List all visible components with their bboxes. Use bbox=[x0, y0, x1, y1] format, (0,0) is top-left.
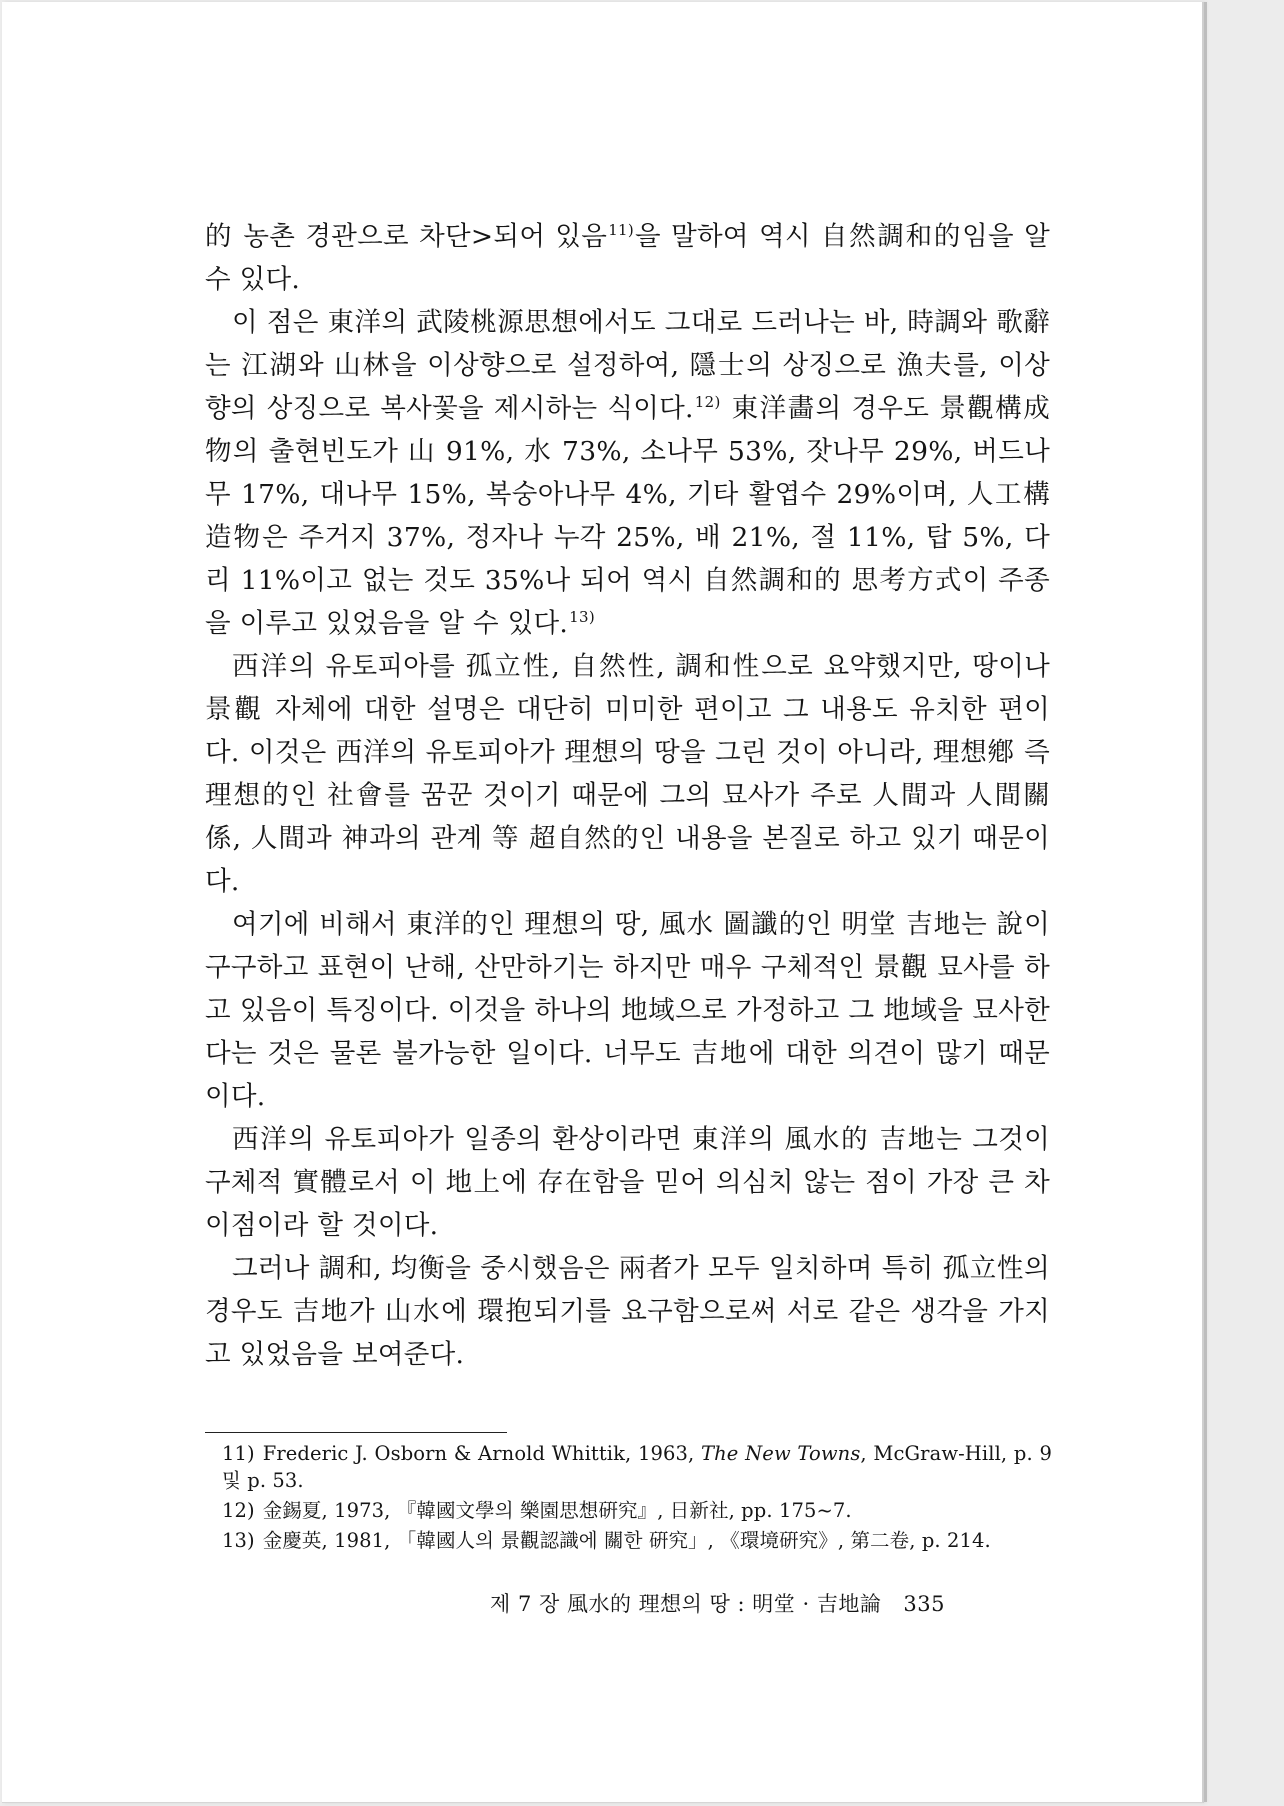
paragraph bbox=[205, 903, 1050, 1118]
footnote bbox=[222, 1497, 1052, 1524]
footer-chapter-title: 제 7 장 風水的 理想의 땅 : 明堂 · 吉地論 bbox=[490, 1592, 882, 1616]
footnote-text: 金錫夏, 1973, 『韓國文學의 樂園思想硏究』, 日新社, pp. 175~7. bbox=[262, 1499, 852, 1522]
footnote-reference: 11) bbox=[608, 221, 635, 240]
paragraph-text: 을 말하여 역시 自然調和的임을 알 수 있다. bbox=[205, 221, 1050, 295]
paragraph bbox=[205, 301, 1050, 645]
paragraph-text: 的 농촌 경관으로 차단>되어 있음 bbox=[205, 221, 608, 252]
footnotes bbox=[222, 1440, 1052, 1557]
running-footer bbox=[490, 1588, 1050, 1618]
paragraph-text: 이 점은 東洋의 武陵桃源思想에서도 그대로 드러나는 바, 時調와 歌辭는 江湖와 山林을 이상향으로 설정하여, 隱士의 상징으로 漁夫를, 이상향의 상징으로 복사꽃을 제시하는 식이다. bbox=[205, 307, 1050, 424]
footnote-reference: 12) bbox=[694, 393, 721, 412]
body-text bbox=[205, 215, 1050, 1376]
page-edge-shadow bbox=[1204, 2, 1207, 1802]
paragraph bbox=[205, 215, 1050, 301]
footnote-number: 13) bbox=[222, 1529, 255, 1552]
paragraph-text: 東洋畵의 경우도 景觀構成物의 출현빈도가 山 91%, 水 73%, 소나무 53%, 잣나무 29%, 버드나무 17%, 대나무 15%, 복숭아나무 4%, 기타 활엽수 29%이며, 人工構造物은 주거지 37%, 정자나 누각 25%, 배 21%, 절 11%, 탑 5%, 다리 11%이고 없는 것도 35%나 되어 역시 自然調和的 思考方式이 주종을 이루고 있었음을 알 수 있다. bbox=[205, 393, 1050, 639]
paragraph-text: 그러나 調和, 均衡을 중시했음은 兩者가 모두 일치하며 특히 孤立性의 경우도 吉地가 山水에 環抱되기를 요구함으로써 서로 같은 생각을 가지고 있었음을 보여준다. bbox=[205, 1253, 1050, 1370]
paragraph bbox=[205, 645, 1050, 903]
footnote-number: 11) bbox=[222, 1442, 255, 1465]
paragraph-text: 西洋의 유토피아가 일종의 환상이라면 東洋의 風水的 吉地는 그것이 구체적 實體로서 이 地上에 存在함을 믿어 의심치 않는 점이 가장 큰 차이점이라 할 것이다. bbox=[205, 1124, 1050, 1241]
footnote-title: The New Towns bbox=[701, 1442, 861, 1465]
footnote bbox=[222, 1440, 1052, 1494]
footnote-text: Frederic J. Osborn & Arnold Whittik, 1963, bbox=[262, 1442, 702, 1465]
page-number: 335 bbox=[903, 1592, 945, 1616]
footnote-reference: 13) bbox=[569, 608, 595, 627]
footnote bbox=[222, 1527, 1052, 1554]
paragraph bbox=[205, 1118, 1050, 1247]
footnote-text: 金慶英, 1981, 「韓國人의 景觀認識에 關한 硏究」, 《環境硏究》, 第二卷, p. 214. bbox=[262, 1529, 991, 1552]
footnote-text: , McGraw-Hill, p. 9 및 p. 53. bbox=[222, 1442, 1052, 1492]
footnote-divider bbox=[205, 1432, 507, 1433]
paragraph-text: 西洋의 유토피아를 孤立性, 自然性, 調和性으로 요약했지만, 땅이나 景觀 자체에 대한 설명은 대단히 미미한 편이고 그 내용도 유치한 편이다. 이것은 西洋의 유토피아가 理想의 땅을 그린 것이 아니라, 理想鄕 즉 理想的인 社會를 꿈꾼 것이기 때문에 그의 묘사가 주로 人間과 人間關係, 人間과 神과의 관계 等 超自然的인 내용을 본질로 하고 있기 때문이다. bbox=[205, 651, 1050, 897]
paragraph-text: 여기에 비해서 東洋的인 理想의 땅, 風水 圖讖的인 明堂 吉地는 說이 구구하고 표현이 난해, 산만하기는 하지만 매우 구체적인 景觀 묘사를 하고 있음이 특징이다. 이것을 하나의 地域으로 가정하고 그 地域을 묘사한다는 것은 물론 불가능한 일이다. 너무도 吉地에 대한 의견이 많기 때문이다. bbox=[205, 909, 1050, 1112]
paragraph bbox=[205, 1247, 1050, 1376]
footnote-number: 12) bbox=[222, 1499, 255, 1522]
